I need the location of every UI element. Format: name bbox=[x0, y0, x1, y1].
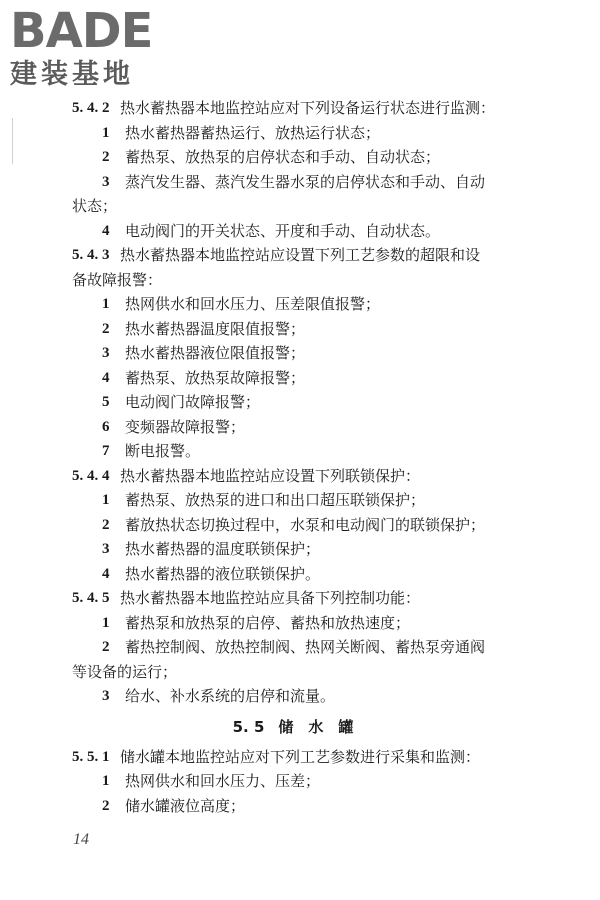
list-item bbox=[0, 366, 600, 391]
list-item bbox=[0, 488, 600, 513]
list-item-number: 1 bbox=[102, 773, 110, 789]
list-item-text: 蓄热控制阀、放热控制阀、热网关断阀、蓄热泵旁通阀 bbox=[125, 638, 486, 656]
list-item-number: 4 bbox=[102, 565, 110, 582]
clause-number: 5. 5. 1 bbox=[72, 748, 110, 765]
list-item-number: 2 bbox=[102, 149, 110, 165]
clause-continuation bbox=[0, 268, 600, 293]
list-item bbox=[0, 145, 600, 170]
clause-number: 5. 4. 2 bbox=[72, 100, 110, 116]
list-item bbox=[0, 794, 600, 819]
list-item bbox=[0, 635, 600, 660]
clause-line bbox=[0, 464, 600, 489]
list-item bbox=[0, 292, 600, 317]
list-item-text: 电动阀门故障报警； bbox=[125, 393, 261, 411]
list-item bbox=[0, 537, 600, 562]
clause-number: 5. 4. 5 bbox=[72, 590, 110, 606]
logo-subtitle: 建装基地 bbox=[10, 59, 134, 90]
logo-brand: BADE bbox=[10, 3, 153, 59]
list-item-number: 3 bbox=[102, 173, 110, 190]
list-item-continuation bbox=[0, 194, 600, 219]
list-item-text: 热水蓄热器温度限值报警； bbox=[125, 319, 306, 338]
clause-text: 储水罐本地监控站应对下列工艺参数进行采集和监测： bbox=[120, 747, 481, 766]
clause-text: 热水蓄热器本地监控站应设置下列联锁保护： bbox=[120, 466, 421, 485]
clause-number: 5. 4. 4 bbox=[72, 467, 110, 484]
list-item-text: 蒸汽发生器、蒸汽发生器水泵的启停状态和手动、自动 bbox=[125, 172, 486, 191]
list-item-text: 蓄热泵、放热泵故障报警； bbox=[125, 368, 306, 387]
list-item bbox=[0, 415, 600, 440]
clause-line bbox=[0, 243, 600, 268]
list-item-text: 热水蓄热器蓄热运行、放热运行状态； bbox=[125, 123, 381, 142]
list-item-text: 变频器故障报警； bbox=[125, 417, 246, 436]
list-item bbox=[0, 439, 600, 464]
list-item-text: 状态； bbox=[72, 197, 118, 215]
list-item-number: 3 bbox=[102, 688, 110, 704]
list-item-text: 蓄热泵、放热泵的进口和出口超压联锁保护； bbox=[125, 491, 426, 509]
list-item-number: 2 bbox=[102, 639, 110, 655]
list-item-number: 2 bbox=[102, 320, 110, 337]
list-item-number: 5 bbox=[102, 394, 110, 410]
page-number: 14 bbox=[73, 831, 89, 848]
section-heading-number: 5. 5 bbox=[232, 717, 265, 736]
list-item-continuation bbox=[0, 660, 600, 685]
document-body bbox=[0, 96, 600, 818]
list-item-text: 热网供水和回水压力、压差； bbox=[125, 772, 321, 790]
clause-line bbox=[0, 745, 600, 770]
list-item-text: 热水蓄热器的温度联锁保护； bbox=[125, 540, 321, 558]
clause-text: 备故障报警： bbox=[72, 270, 163, 289]
list-item-number: 2 bbox=[102, 797, 110, 814]
list-item-number: 3 bbox=[102, 345, 110, 361]
list-item-number: 1 bbox=[102, 492, 110, 508]
clause-number: 5. 4. 3 bbox=[72, 247, 110, 263]
clause-text: 热水蓄热器本地监控站应对下列设备运行状态进行监测： bbox=[120, 99, 496, 117]
list-item-number: 4 bbox=[102, 369, 110, 386]
clause-text: 热水蓄热器本地监控站应设置下列工艺参数的超限和设 bbox=[120, 246, 481, 264]
list-item-text: 等设备的运行； bbox=[72, 662, 178, 681]
section-heading-title: 储 水 罐 bbox=[278, 717, 354, 736]
list-item-text: 热网供水和回水压力、压差限值报警； bbox=[125, 295, 381, 313]
clause-line bbox=[0, 586, 600, 611]
list-item bbox=[0, 769, 600, 794]
list-item bbox=[0, 219, 600, 244]
clause-line bbox=[0, 96, 600, 121]
list-item bbox=[0, 121, 600, 146]
list-item bbox=[0, 684, 600, 709]
list-item-text: 储水罐液位高度； bbox=[125, 796, 246, 815]
list-item-text: 蓄热泵和放热泵的启停、蓄热和放热速度； bbox=[125, 613, 411, 632]
list-item-number: 1 bbox=[102, 124, 110, 141]
list-item bbox=[0, 611, 600, 636]
list-item-text: 蓄放热状态切换过程中，水泵和电动阀门的联锁保护； bbox=[125, 515, 486, 534]
list-item-number: 1 bbox=[102, 614, 110, 631]
list-item-number: 3 bbox=[102, 541, 110, 557]
list-item-text: 给水、补水系统的启停和流量。 bbox=[125, 687, 336, 705]
bade-logo bbox=[10, 3, 180, 90]
list-item-number: 6 bbox=[102, 418, 110, 435]
list-item bbox=[0, 317, 600, 342]
list-item-text: 热水蓄热器液位限值报警； bbox=[125, 344, 306, 362]
list-item bbox=[0, 341, 600, 366]
list-item bbox=[0, 562, 600, 587]
list-item-number: 7 bbox=[102, 443, 110, 459]
list-item-text: 断电报警。 bbox=[125, 442, 201, 460]
list-item bbox=[0, 390, 600, 415]
clause-text: 热水蓄热器本地监控站应具备下列控制功能： bbox=[120, 589, 421, 607]
list-item-number: 1 bbox=[102, 296, 110, 312]
section-heading bbox=[0, 709, 600, 745]
list-item bbox=[0, 513, 600, 538]
list-item-number: 2 bbox=[102, 516, 110, 533]
list-item-text: 蓄热泵、放热泵的启停状态和手动、自动状态； bbox=[125, 148, 441, 166]
list-item bbox=[0, 170, 600, 195]
list-item-number: 4 bbox=[102, 222, 110, 239]
list-item-text: 热水蓄热器的液位联锁保护。 bbox=[125, 564, 321, 583]
list-item-text: 电动阀门的开关状态、开度和手动、自动状态。 bbox=[125, 221, 441, 240]
